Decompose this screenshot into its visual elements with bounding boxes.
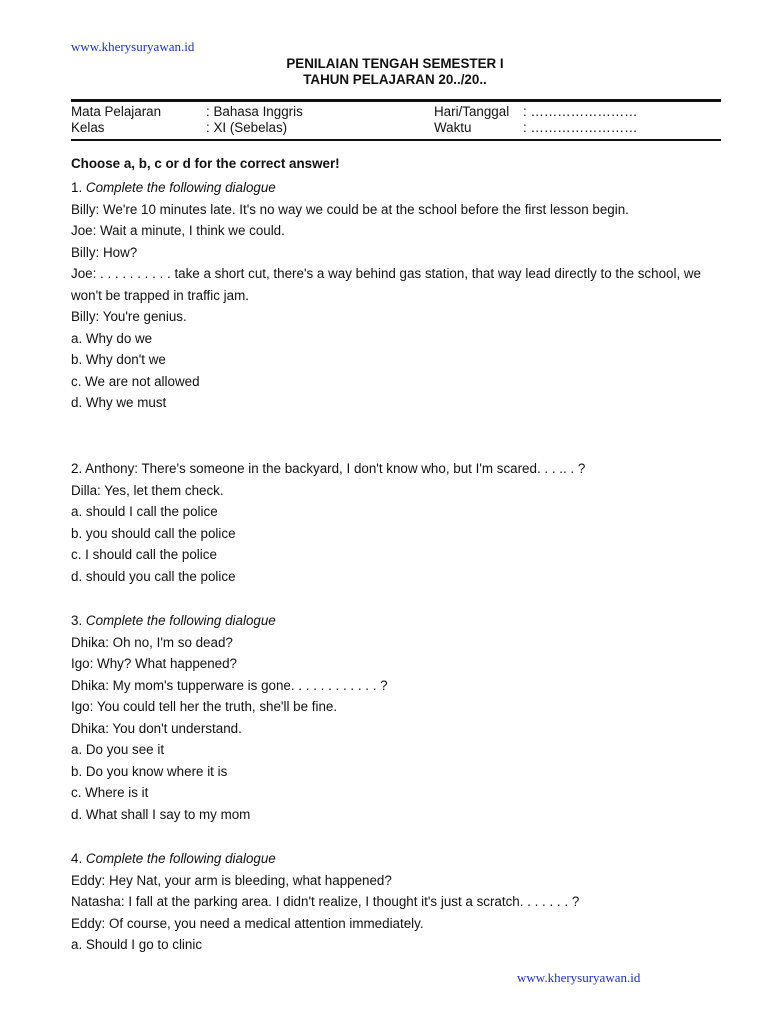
- answer-option[interactable]: a. should I call the police: [71, 504, 218, 519]
- dialogue-line: Eddy: Of course, you need a medical attention immediately.: [71, 915, 424, 931]
- header-divider-bottom: [71, 139, 721, 141]
- exam-title: PENILAIAN TENGAH SEMESTER I: [286, 56, 504, 71]
- dialogue-line: Billy: We're 10 minutes late. It's no way we could be at the school before the first lesson begin.: [71, 201, 629, 217]
- question-prompt: Complete the following dialogue: [85, 613, 276, 628]
- header-divider-top: [71, 99, 721, 102]
- dialogue-line: Billy: How?: [71, 244, 138, 260]
- class-label: Kelas: [71, 120, 105, 135]
- answer-option[interactable]: b. you should call the police: [71, 525, 236, 541]
- question-number: 4.: [71, 851, 83, 866]
- dialogue-line: Dhika: You don't understand.: [71, 720, 242, 736]
- dialogue-line: Igo: Why? What happened?: [71, 656, 238, 671]
- answer-option[interactable]: c. We are not allowed: [71, 373, 200, 389]
- subject-label: Mata Pelajaran: [71, 104, 162, 119]
- question-4: [71, 848, 711, 956]
- class-value: : XI (Sebelas): [206, 120, 288, 135]
- subject-value: : Bahasa Inggris: [206, 104, 303, 119]
- academic-year: TAHUN PELAJARAN 20../20..: [303, 72, 487, 87]
- time-value: : ……………………: [523, 120, 638, 135]
- answer-option[interactable]: a. Do you see it: [71, 742, 165, 757]
- question-heading: [71, 177, 711, 199]
- question-prompt: Complete the following dialogue: [85, 851, 276, 866]
- question-prompt: Complete the following dialogue: [85, 180, 276, 195]
- dialogue-line: Dilla: Yes, let them check.: [71, 482, 224, 498]
- answer-option[interactable]: c. I should call the police: [71, 547, 217, 562]
- dialogue-line: Dhika: Oh no, I'm so dead?: [71, 634, 233, 650]
- answer-option[interactable]: d. What shall I say to my mom: [71, 806, 251, 822]
- question-2: [71, 458, 711, 587]
- question-number: 1.: [71, 180, 83, 195]
- answer-option[interactable]: d. should you call the police: [71, 568, 236, 584]
- day-label: Hari/Tanggal: [434, 104, 510, 119]
- question-heading: [71, 848, 711, 870]
- site-link-bottom[interactable]: www.kherysuryawan.id: [517, 970, 641, 985]
- time-label: Waktu: [434, 120, 472, 135]
- dialogue-line: Natasha: I fall at the parking area. I didn't realize, I thought it's just a scratch. . . . . . . ?: [71, 894, 580, 909]
- question-heading: [71, 610, 711, 632]
- dialogue-line: Joe: Wait a minute, I think we could.: [71, 223, 285, 238]
- dialogue-line: Joe: . . . . . . . . . . take a short cut, there's a way behind gas station, that way lead directly to the school, we won't be trapped in traffic jam.: [71, 266, 702, 303]
- answer-option[interactable]: d. Why we must: [71, 395, 167, 410]
- answer-option[interactable]: b. Do you know where it is: [71, 763, 228, 779]
- question-3: [71, 610, 711, 825]
- dialogue-line: Dhika: My mom's tupperware is gone. . . . . . . . . . . . ?: [71, 677, 388, 693]
- dialogue-line: Billy: You're genius.: [71, 309, 187, 324]
- answer-option[interactable]: a. Should I go to clinic: [71, 937, 203, 952]
- dialogue-line: Anthony: There's someone in the backyard, I don't know who, but I'm scared. . . .. . ?: [85, 461, 586, 476]
- site-link-top[interactable]: www.kherysuryawan.id: [71, 39, 195, 54]
- dialogue-line: Eddy: Hey Nat, your arm is bleeding, what happened?: [71, 872, 392, 888]
- question-1: [71, 177, 711, 414]
- question-number: 3.: [71, 613, 83, 628]
- answer-option[interactable]: b. Why don't we: [71, 352, 166, 367]
- answer-option[interactable]: c. Where is it: [71, 785, 149, 800]
- answer-option[interactable]: a. Why do we: [71, 330, 153, 346]
- question-heading: [71, 458, 711, 480]
- dialogue-line: Igo: You could tell her the truth, she'll be fine.: [71, 699, 338, 714]
- question-number: 2.: [71, 461, 83, 476]
- day-value: : ……………………: [523, 104, 638, 119]
- instruction: Choose a, b, c or d for the correct answer!: [71, 156, 340, 171]
